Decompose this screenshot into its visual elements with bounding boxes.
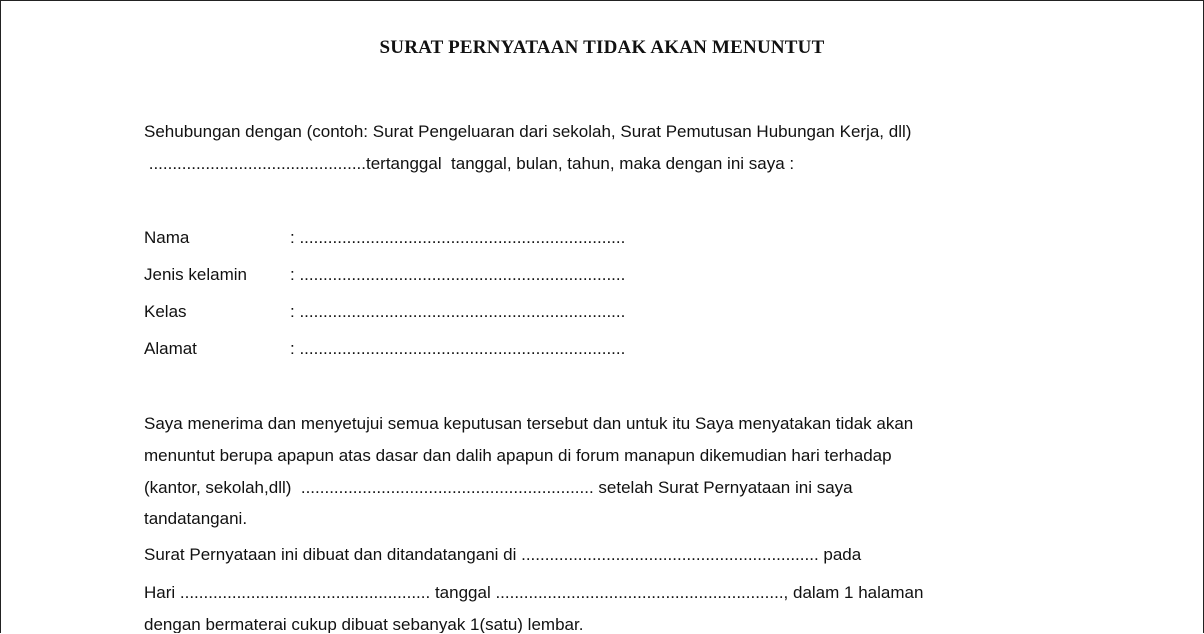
field-value: : ..................................................................... xyxy=(290,339,626,358)
body-line-7: dengan bermaterai cukup dibuat sebanyak 1(satu) lembar. xyxy=(144,615,584,633)
field-value: : ..................................................................... xyxy=(290,228,626,247)
body-line-1: Saya menerima dan menyetujui semua keputusan tersebut dan untuk itu Saya menyatakan tidak akan xyxy=(144,414,914,433)
intro-line-1: Sehubungan dengan (contoh: Surat Pengeluaran dari sekolah, Surat Pemutusan Hubungan Kerja, dll) xyxy=(144,122,912,141)
field-label: Jenis kelamin xyxy=(144,265,247,284)
body-line-6: Hari ..................................................... tanggal ............................................................., dalam 1 halaman xyxy=(144,583,924,602)
body-line-4: tandatangani. xyxy=(144,509,248,528)
body-line-2: menuntut berupa apapun atas dasar dan dalih apapun di forum manapun dikemudian hari terhadap xyxy=(144,446,892,465)
intro-line-2: ..............................................tertanggal tanggal, bulan, tahun, maka dengan ini saya : xyxy=(144,154,795,173)
body-line-5: Surat Pernyataan ini dibuat dan ditandatangani di ............................................................... pada xyxy=(144,545,862,564)
field-label: Alamat xyxy=(144,339,197,358)
body-line-3: (kantor, sekolah,dll) .............................................................. setelah Surat Pernyataan ini saya xyxy=(144,478,853,497)
field-label: Nama xyxy=(144,228,190,247)
field-value: : ..................................................................... xyxy=(290,302,626,321)
field-label: Kelas xyxy=(144,302,187,321)
field-value: : ..................................................................... xyxy=(290,265,626,284)
document-title: SURAT PERNYATAAN TIDAK AKAN MENUNTUT xyxy=(379,37,825,58)
